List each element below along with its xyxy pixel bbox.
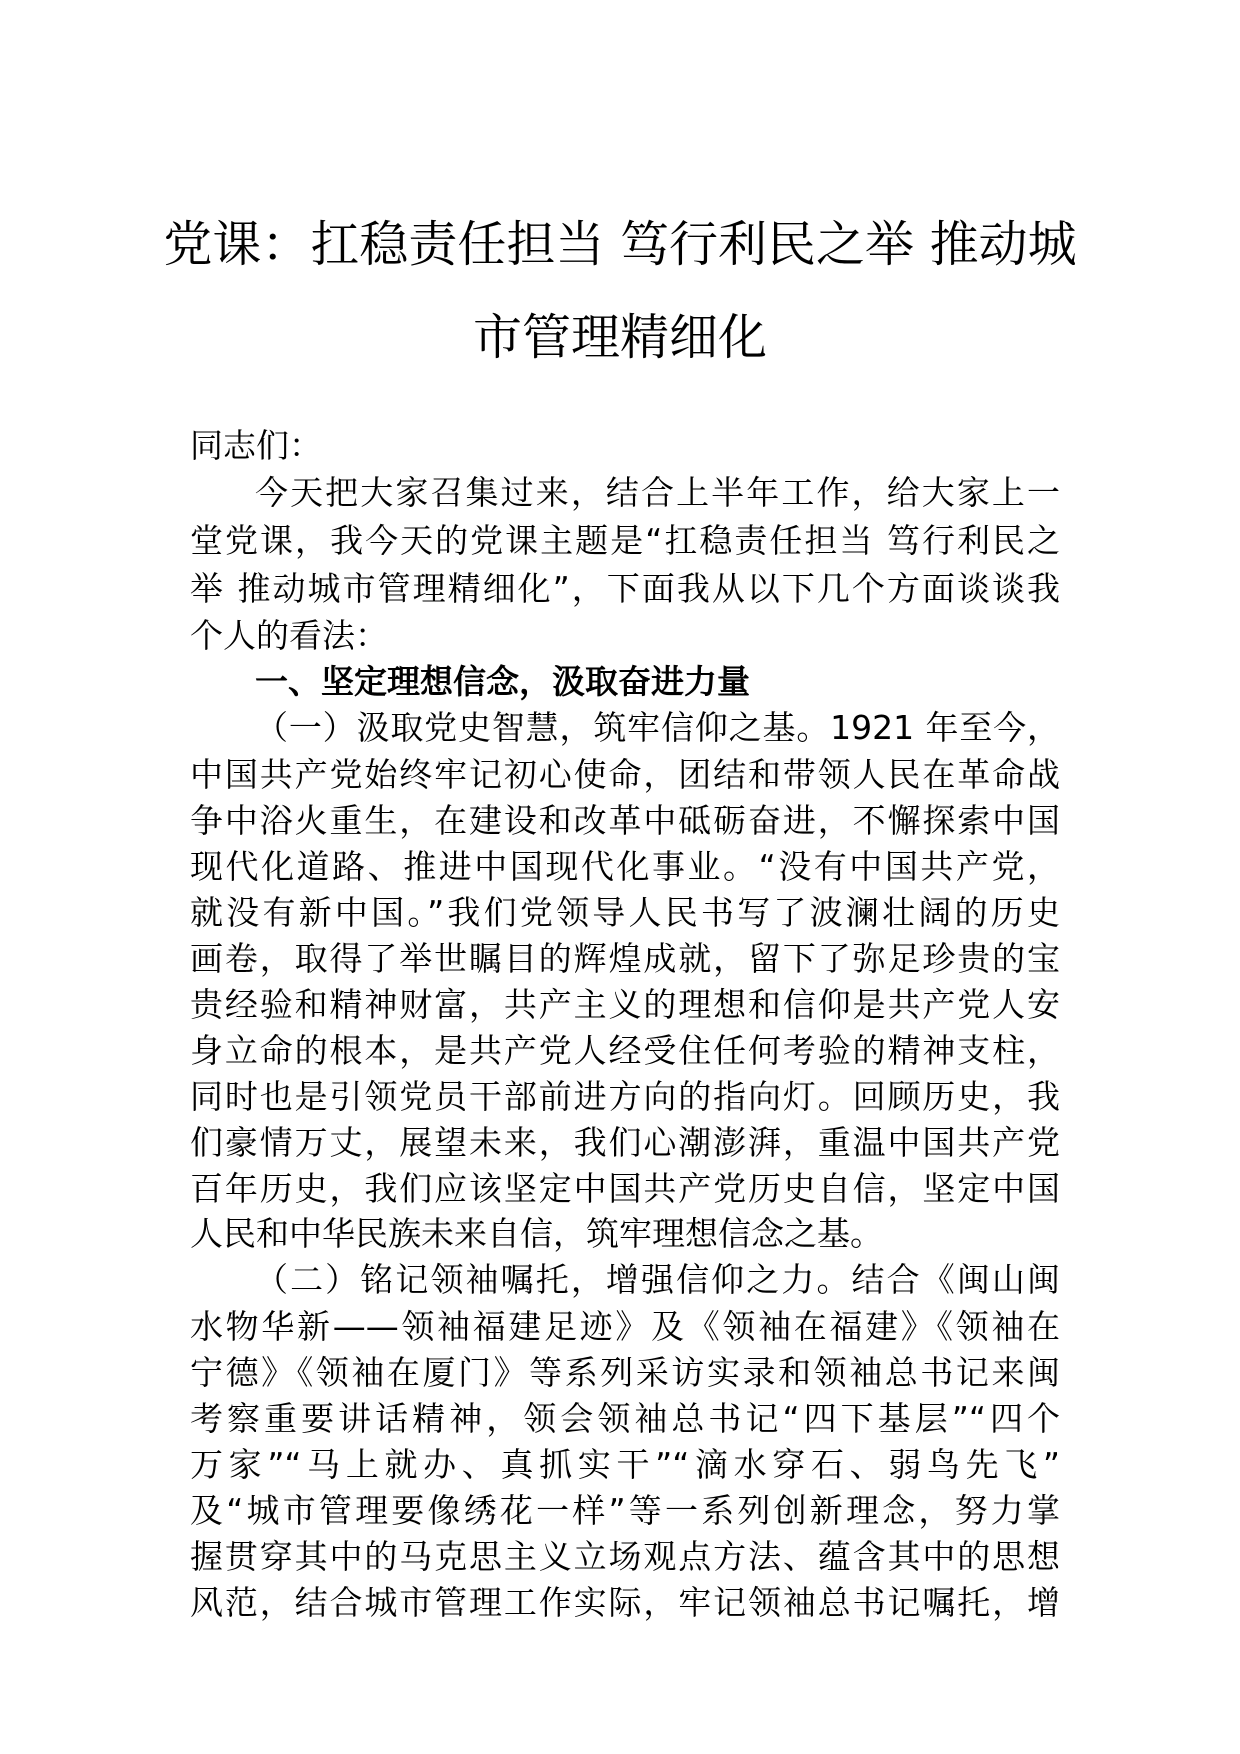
- paragraph-line: 今天把大家召集过来，结合上半年工作，给大家上一: [255, 473, 1060, 512]
- paragraph-line: 举 推动城市管理精细化”，下面我从以下几个方面谈谈我: [190, 569, 1060, 608]
- section-heading: 一、坚定理想信念，汲取奋进力量: [255, 662, 750, 701]
- paragraph-line: 万家”“马上就办、真抓实干”“滴水穿石、弱鸟先飞”: [190, 1445, 1060, 1484]
- paragraph-line: 争中浴火重生，在建设和改革中砥砺奋进，不懈探索中国: [190, 801, 1060, 840]
- salutation: 同志们：: [190, 426, 322, 465]
- paragraph-line: 握贯穿其中的马克思主义立场观点方法、蕴含其中的思想: [190, 1537, 1060, 1576]
- paragraph-line: 贵经验和精神财富，共产主义的理想和信仰是共产党人安: [190, 985, 1060, 1024]
- paragraph-line: 画卷，取得了举世瞩目的辉煌成就，留下了弥足珍贵的宝: [190, 939, 1060, 978]
- paragraph-line: 风范，结合城市管理工作实际，牢记领袖总书记嘱托，增: [190, 1583, 1060, 1622]
- paragraph-line: 个人的看法：: [190, 616, 388, 655]
- paragraph-line: 考察重要讲话精神，领会领袖总书记“四下基层”“四个: [190, 1399, 1060, 1438]
- paragraph-line: 水物华新——领袖福建足迹》及《领袖在福建》《领袖在: [190, 1307, 1060, 1346]
- document-title-line-2: 市管理精细化: [472, 309, 767, 366]
- paragraph-line: 宁德》《领袖在厦门》等系列采访实录和领袖总书记来闽: [190, 1353, 1060, 1392]
- paragraph-line: 同时也是引领党员干部前进方向的指向灯。回顾历史，我: [190, 1077, 1060, 1116]
- paragraph-line: 们豪情万丈，展望未来，我们心潮澎湃，重温中国共产党: [190, 1123, 1060, 1162]
- paragraph-line: 人民和中华民族未来自信，筑牢理想信念之基。: [190, 1214, 883, 1253]
- paragraph-line: 身立命的根本，是共产党人经受住任何考验的精神支柱，: [190, 1031, 1060, 1070]
- paragraph-line: 百年历史，我们应该坚定中国共产党历史自信，坚定中国: [190, 1169, 1060, 1208]
- paragraph-line: 就没有新中国。”我们党领导人民书写了波澜壮阔的历史: [190, 893, 1060, 932]
- document-title-line-1: 党课：扛稳责任担当 笃行利民之举 推动城: [163, 216, 1077, 273]
- paragraph-line: （一）汲取党史智慧，筑牢信仰之基。1921 年至今，: [255, 708, 1060, 747]
- paragraph-line: 及“城市管理要像绣花一样”等一系列创新理念，努力掌: [190, 1491, 1060, 1530]
- paragraph-line: 堂党课，我今天的党课主题是“扛稳责任担当 笃行利民之: [190, 521, 1060, 560]
- paragraph-line: 现代化道路、推进中国现代化事业。“没有中国共产党，: [190, 847, 1060, 886]
- paragraph-line: （二）铭记领袖嘱托，增强信仰之力。结合《闽山闽: [255, 1260, 1060, 1299]
- paragraph-line: 中国共产党始终牢记初心使命，团结和带领人民在革命战: [190, 755, 1060, 794]
